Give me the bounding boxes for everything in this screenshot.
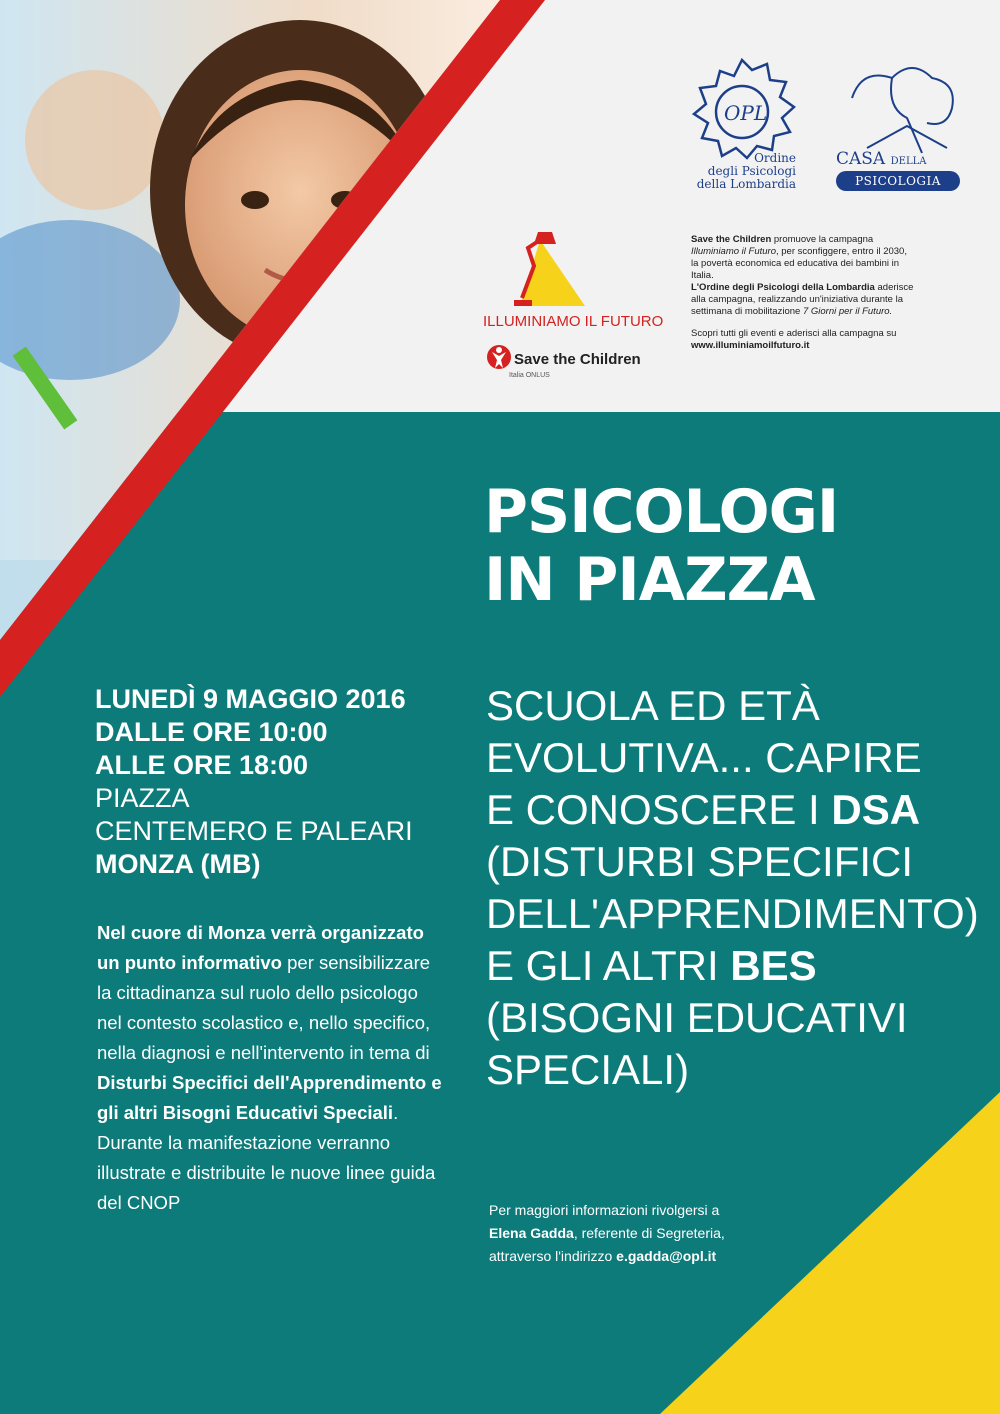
event-details [95,683,475,881]
subtitle-line: SPECIALI) [486,1046,690,1093]
contact-role: , referente di Segreteria, [573,1225,725,1241]
subtitle-line: EVOLUTIVA... CAPIRE [486,734,922,781]
casa-line2: PSICOLOGIA [836,171,960,191]
opl-line1: Ordine [754,151,796,165]
opl-line2: degli Psicologi [707,164,796,178]
save-the-children-icon [486,340,512,374]
event-place-line1: PIAZZA [95,783,190,813]
campaign-p1-org: Save the Children [691,234,772,245]
event-place-line2: CENTEMERO E PALEARI [95,816,413,846]
casa-line1b: DELLA [890,156,927,167]
contact-person: Elena Gadda [489,1225,574,1241]
illuminiamo-logo-text: ILLUMINIAMO IL FUTURO [483,313,664,330]
contact-line2 [489,1222,789,1245]
subtitle-text: E GLI ALTRI [486,942,731,989]
contact-text: attraverso l'indirizzo [489,1248,617,1264]
campaign-p1-name: Illuminiamo il Futuro [691,246,776,257]
subtitle-text: E CONOSCERE I [486,786,832,833]
subtitle-line [486,784,986,836]
event-city: MONZA (MB) [95,849,261,879]
opl-monogram: OPL [724,101,768,125]
subtitle-line: DELL'APPRENDIMENTO) [486,890,979,937]
save-the-children-logo-text: Save the Children [514,351,641,368]
event-description [97,918,447,1218]
description-rest: . Durante la manifestazione verranno illustrate e distribuite le nuove linee guida del CNOP [97,1102,436,1213]
save-the-children-subtitle: Italia ONLUS [509,372,550,379]
title-line-2: IN PIAZZA [484,545,815,615]
campaign-website-link[interactable]: www.illuminiamoilfuturo.it [691,340,810,351]
event-end-time: ALLE ORE 18:00 [95,750,309,780]
opl-line3: della Lombardia [696,177,796,191]
contact-line3 [489,1245,789,1268]
contact-email-link[interactable]: e.gadda@opl.it [616,1248,717,1264]
description-lead: Nel cuore di Monza verrà organizzato un punto informativo [97,922,424,973]
subtitle-dsa: DSA [831,786,921,833]
campaign-p1-text: promuove la campagna [771,234,874,245]
campaign-paragraph-1 [691,234,916,318]
campaign-paragraph-2 [691,328,916,352]
contact-line1: Per maggiori informazioni rivolgersi a [489,1202,720,1218]
casa-wordmark [836,149,960,191]
subtitle-line: SCUOLA ED ETÀ [486,682,820,729]
description-topic: Disturbi Specifici dell'Apprendimento e gli altri Bisogni Educativi Speciali [97,1072,442,1123]
description-text: per sensibilizzare la cittadinanza sul ruolo dello psicologo nel contesto scolastico e, nello specifico, nella diagnosi e nell'intervento in tema di [97,952,431,1063]
event-date: LUNEDÌ 9 MAGGIO 2016 [95,684,406,714]
campaign-p1-rest: , per sconfiggere, entro il 2030, la povertà economica ed educativa dei bambini in Italia. [691,246,907,281]
opl-wordmark [676,152,796,191]
title-line-1: PSICOLOGI [484,477,839,547]
campaign-p2-org: L'Ordine degli Psicologi della Lombardia [691,282,875,293]
campaign-description [691,234,916,362]
subtitle-line: (BISOGNI EDUCATIVI [486,994,908,1041]
subtitle-bes: BES [730,942,817,989]
casa-line1a: CASA [836,149,886,169]
subtitle-line: (DISTURBI SPECIFICI [486,838,914,885]
campaign-p2-text: aderisce alla campagna, realizzando un'iniziativa durante la settimana di mobilitazione [691,282,914,317]
event-subtitle [486,680,986,1096]
lamp-icon [500,228,600,308]
campaign-p3-text: Scopri tutti gli eventi e aderisci alla campagna su [691,328,897,339]
casa-tree-icon [832,58,962,158]
event-start-time: DALLE ORE 10:00 [95,717,328,747]
subtitle-line [486,940,986,992]
contact-info [489,1199,789,1268]
campaign-p2-week: 7 Giorni per il Futuro. [802,306,893,317]
page-title [484,478,984,614]
